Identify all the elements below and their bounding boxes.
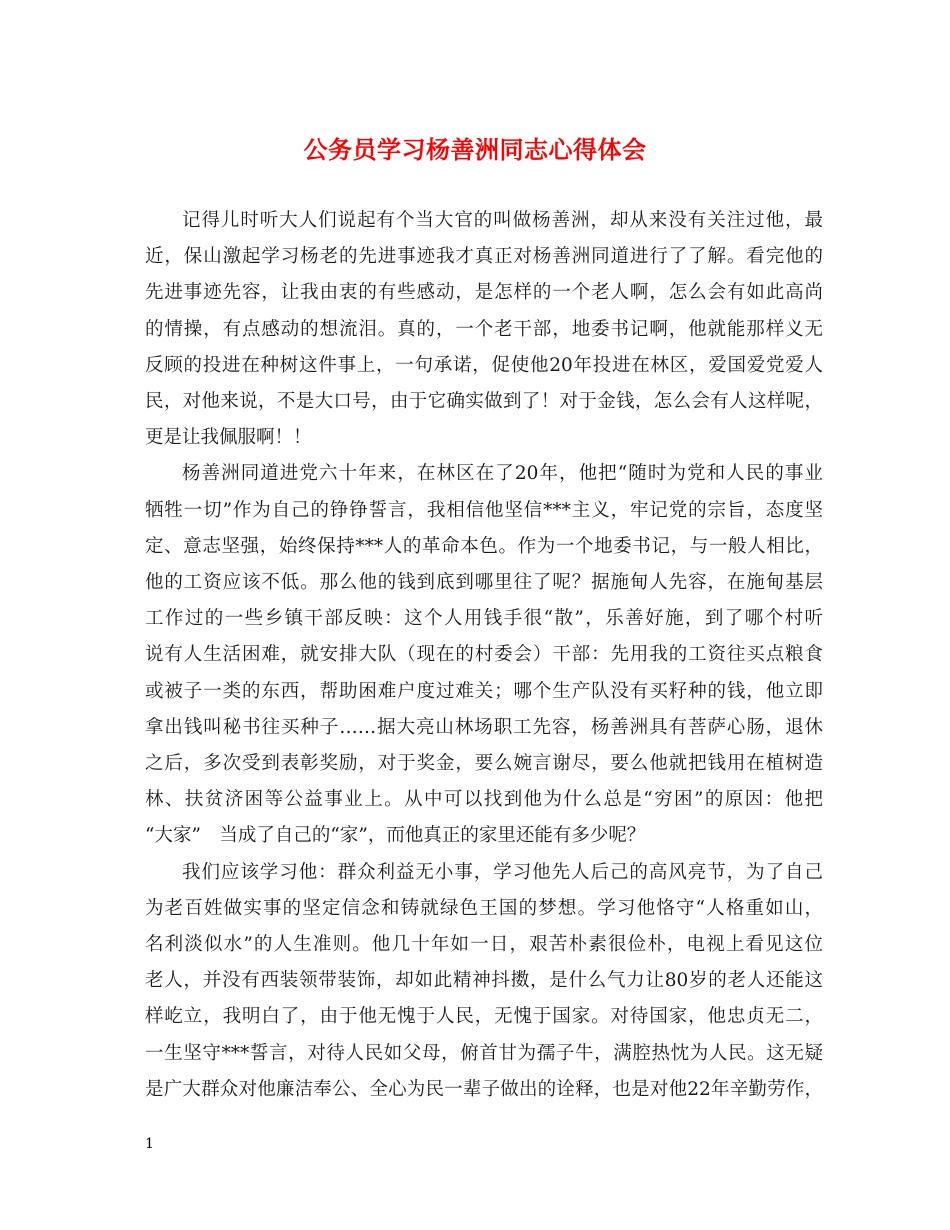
text-line: 更是让我佩服啊！！ — [145, 427, 312, 449]
text-line: 的情操，有点感动的想流泪。真的，一个老干部，地委书记啊，他就能那样义无 — [145, 318, 823, 340]
text-line: “大家” 当成了自己的“家”，而他真正的家里还能有多少呢？ — [145, 825, 646, 847]
text-line: 他的工资应该不低。那么他的钱到底到哪里往了呢？据施甸人先容，在施甸基层 — [145, 572, 823, 594]
text-line: 反顾的投进在种树这件事上，一句承诺，促使他20年投进在林区，爱国爱党爱人 — [145, 354, 823, 376]
text-line: 工作过的一些乡镇干部反映：这个人用钱手很“散”，乐善好施，到了哪个村听 — [145, 608, 823, 630]
text-line: 名利淡似水”的人生准则。他几十年如一日，艰苦朴素很俭朴，电视上看见这位 — [145, 934, 823, 956]
text-line: 或被子一类的东西，帮助困难户度过难关；哪个生产队没有买籽种的钱，他立即 — [145, 680, 823, 702]
document-body — [145, 203, 823, 1108]
text-line: 说有人生活困难，就安排大队（现在的村委会）干部：先用我的工资往买点粮食 — [145, 644, 823, 666]
paragraph-3 — [145, 855, 823, 1108]
text-line: 杨善洲同道进党六十年来，在林区在了20年，他把“随时为党和人民的事业 — [182, 463, 823, 485]
text-line: 样屹立，我明白了，由于他无愧于人民，无愧于国家。对待国家，他忠贞无二， — [145, 1006, 823, 1028]
text-line: 拿出钱叫秘书往买种子……据大亮山林场职工先容，杨善洲具有菩萨心肠，退休 — [145, 716, 823, 738]
text-line: 之后，多次受到表彰奖励，对于奖金，要么婉言谢尽，要么他就把钱用在植树造 — [145, 753, 823, 775]
text-line: 民，对他来说，不是大口号，由于它确实做到了！对于金钱，怎么会有人这样呢， — [145, 391, 823, 413]
text-line: 为老百姓做实事的坚定信念和铸就绿色王国的梦想。学习他恪守“人格重如山， — [145, 897, 823, 919]
document-title: 公务员学习杨善洲同志心得体会 — [303, 135, 647, 164]
page-number: 1 — [145, 1136, 154, 1152]
text-line: 牺牲一切”作为自己的铮铮誓言，我相信他坚信***主义，牢记党的宗旨，态度坚 — [145, 499, 823, 521]
text-line: 记得儿时听大人们说起有个当大官的叫做杨善洲，却从来没有关注过他，最 — [182, 210, 823, 231]
text-line: 一生坚守***誓言，对待人民如父母，俯首甘为孺子牛，满腔热忱为人民。这无疑 — [145, 1042, 823, 1064]
text-line: 近，保山激起学习杨老的先进事迹我才真正对杨善洲同道进行了了解。看完他的 — [145, 246, 823, 268]
text-line: 是广大群众对他廉洁奉公、全心为民一辈子做出的诠释，也是对他22年辛勤劳作， — [145, 1078, 823, 1100]
text-line: 老人，并没有西装领带装饰，却如此精神抖擞，是什么气力让80岁的老人还能这 — [145, 970, 823, 992]
paragraph-1 — [145, 203, 823, 456]
text-line: 定、意志坚强，始终保持***人的革命本色。作为一个地委书记，与一般人相比， — [145, 535, 823, 557]
text-line: 林、扶贫济困等公益事业上。从中可以找到他为什么总是“穷困”的原因：他把 — [145, 789, 823, 811]
text-line: 我们应该学习他：群众利益无小事，学习他先人后己的高风亮节，为了自己 — [182, 861, 823, 883]
paragraph-2 — [145, 456, 823, 854]
text-line: 先进事迹先容，让我由衷的有些感动，是怎样的一个老人啊，怎么会有如此高尚 — [145, 282, 823, 304]
